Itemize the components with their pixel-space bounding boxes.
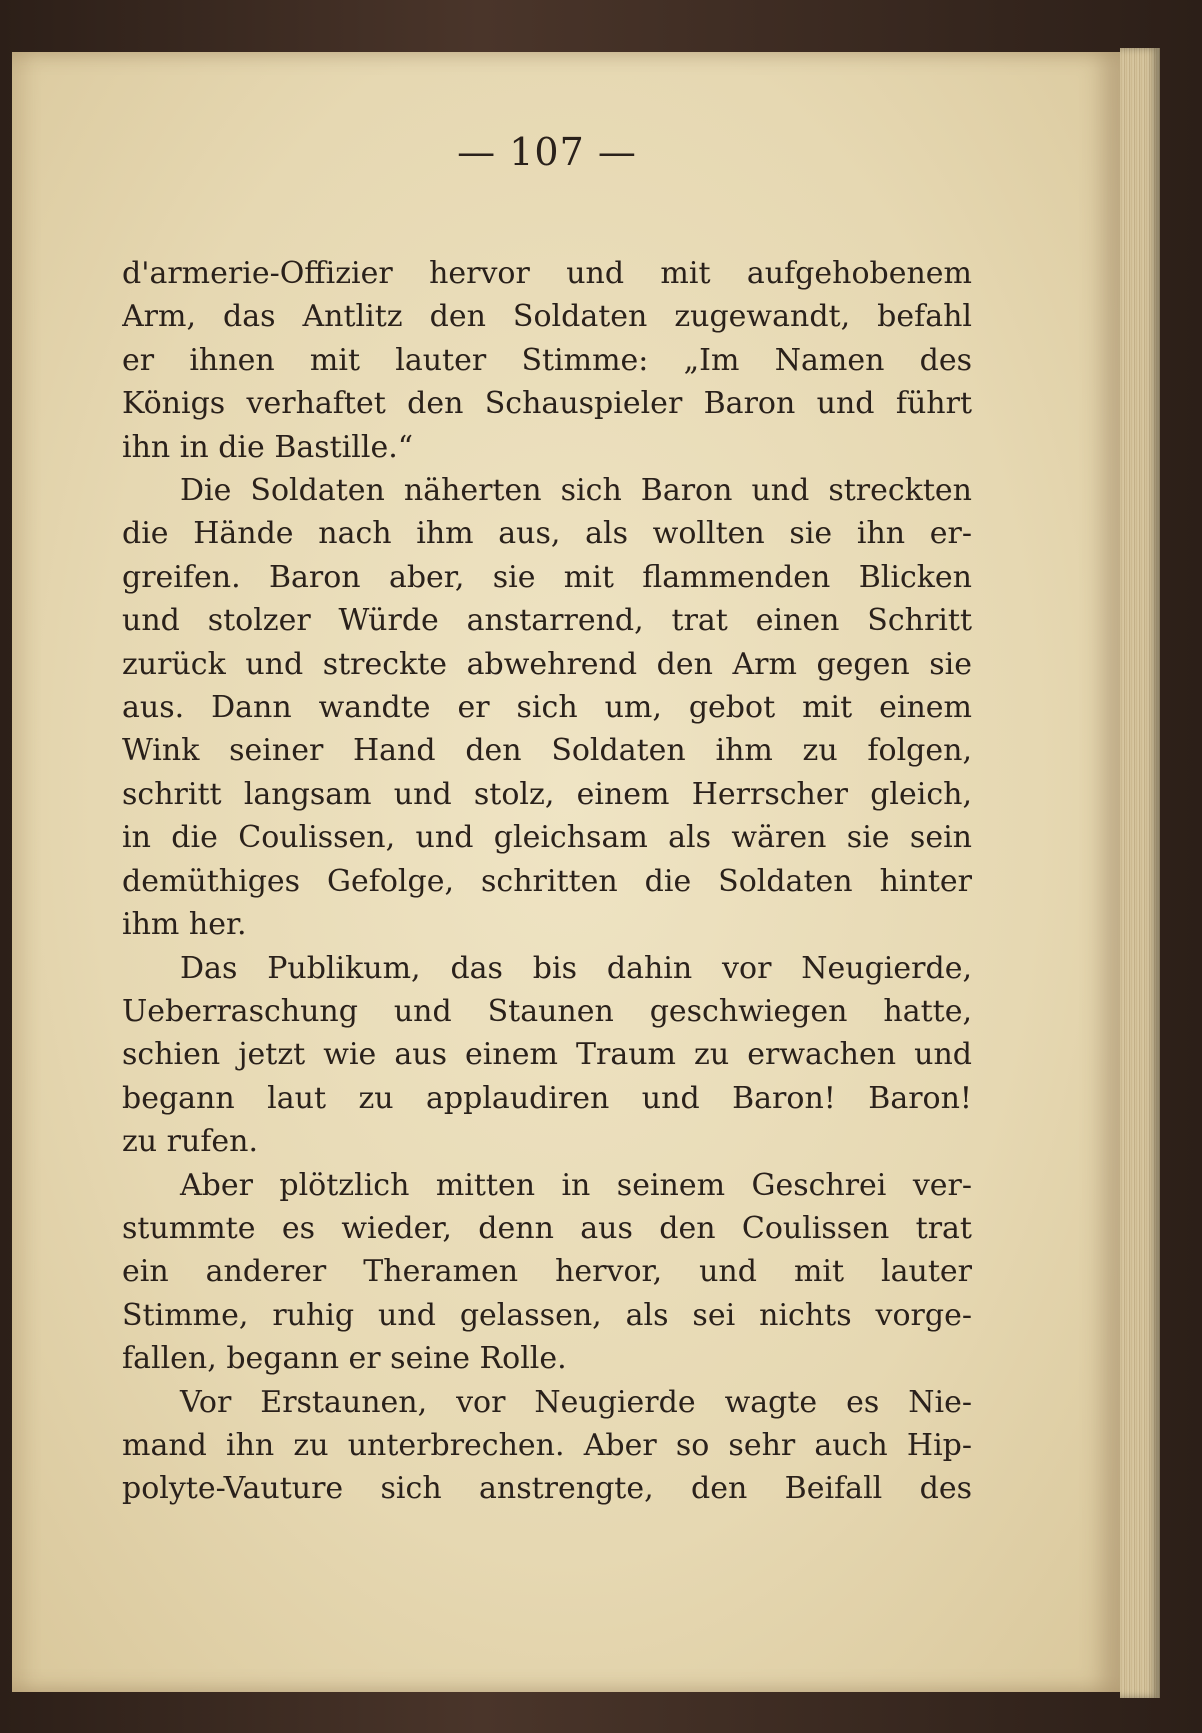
text-line: stummte es wieder, denn aus den Coulissen trat	[122, 1210, 972, 1246]
text-line: er ihnen mit lauter Stimme: „Im Namen des	[122, 342, 972, 378]
text-line: Vor Erstaunen, vor Neugierde wagte es Nie-	[180, 1384, 972, 1420]
text-line: Die Soldaten näherten sich Baron und streckten	[180, 473, 972, 509]
text-line: Arm, das Antlitz den Soldaten zugewandt, befahl	[122, 299, 972, 335]
text-line: und stolzer Würde anstarrend, trat einen Schritt	[122, 603, 972, 639]
text-line: Das Publikum, das bis dahin vor Neugierde,	[180, 950, 972, 986]
text-line: fallen, begann er seine Rolle.	[122, 1341, 567, 1377]
text-line: schien jetzt wie aus einem Traum zu erwachen und	[122, 1037, 972, 1073]
text-line: schritt langsam und stolz, einem Herrscher gleich,	[122, 776, 972, 812]
text-line: polyte-Vauture sich anstrengte, den Beifall des	[122, 1471, 972, 1507]
text-line: die Hände nach ihm aus, als wollten sie ihn er-	[122, 516, 972, 552]
book-page	[12, 52, 1120, 1692]
text-line: zu rufen.	[122, 1124, 259, 1160]
text-line: ihm her.	[122, 907, 247, 943]
text-line: aus. Dann wandte er sich um, gebot mit einem	[122, 690, 972, 726]
page-number: — 107 —	[457, 130, 637, 174]
text-line: zurück und streckte abwehrend den Arm gegen sie	[122, 646, 972, 682]
text-line: greifen. Baron aber, sie mit flammenden Blicken	[122, 559, 972, 595]
text-line: Wink seiner Hand den Soldaten ihm zu folgen,	[122, 733, 972, 769]
text-line: Ueberraschung und Staunen geschwiegen hatte,	[122, 993, 972, 1029]
text-line: mand ihn zu unterbrechen. Aber so sehr auch Hip-	[122, 1427, 972, 1463]
text-line: Stimme, ruhig und gelassen, als sei nichts vorge-	[122, 1297, 972, 1333]
text-line: ein anderer Theramen hervor, und mit lauter	[122, 1254, 972, 1290]
text-line: Königs verhaftet den Schauspieler Baron und führt	[122, 386, 972, 422]
text-line: in die Coulissen, und gleichsam als wären sie sein	[122, 820, 972, 856]
text-line: demüthiges Gefolge, schritten die Soldaten hinter	[122, 863, 972, 899]
page-edges	[1120, 48, 1160, 1698]
text-line: Aber plötzlich mitten in seinem Geschrei ver-	[180, 1167, 972, 1203]
text-line: ihn in die Bastille.“	[122, 429, 414, 465]
text-line: d'armerie-Offizier hervor und mit aufgehobenem	[122, 256, 972, 291]
body-text	[122, 252, 972, 1511]
text-line: begann laut zu applaudiren und Baron! Baron!	[122, 1080, 972, 1116]
